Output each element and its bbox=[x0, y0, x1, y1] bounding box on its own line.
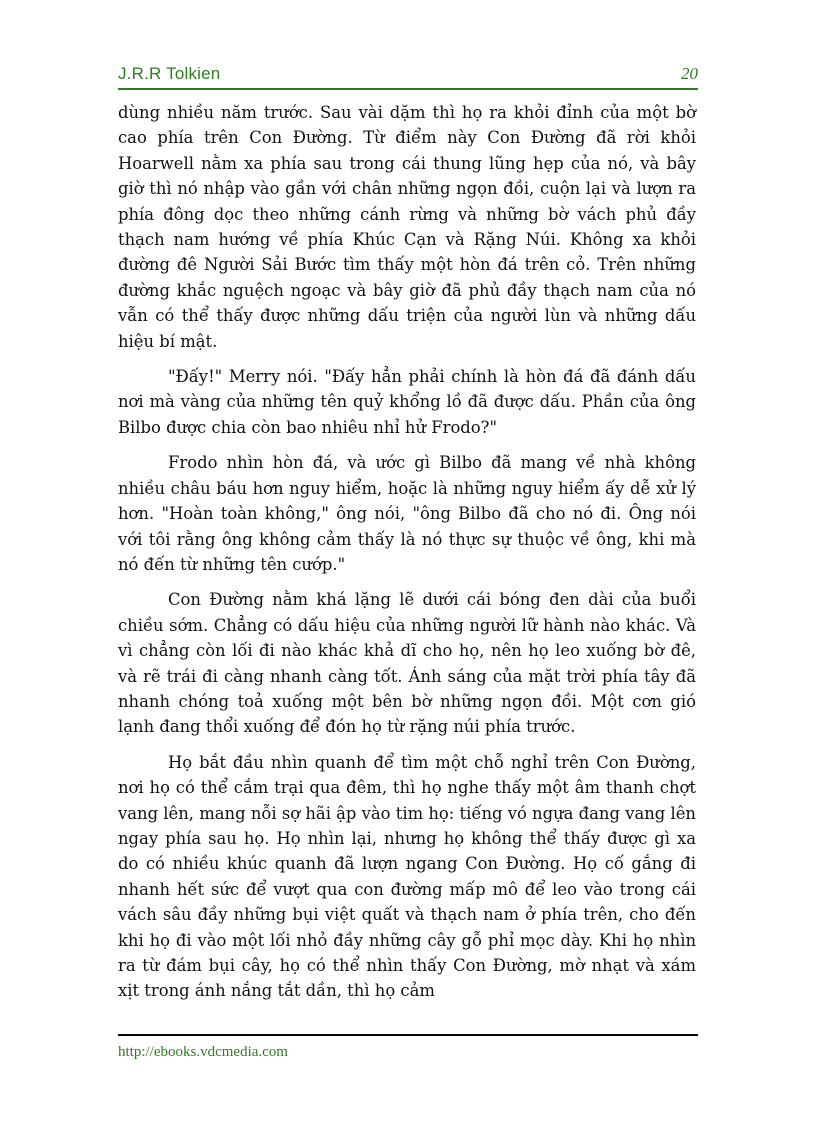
paragraph-5: Họ bắt đầu nhìn quanh để tìm một chỗ nghỉ trên Con Đường, nơi họ có thể cắm trại qua đêm, thì họ nghe thấy một âm thanh chợt vang lên, mang nỗi sợ hãi ập vào tim họ: tiếng vó ngựa đang vang lên ngay phía sau họ. Họ nhìn lại, nhưng họ không thể thấy được gì xa do có nhiều khúc quanh đã lượn ngang Con Đường. Họ cố gắng đi nhanh hết sức để vượt qua con đường mấp mô để leo vào trong cái vách sâu đầy những bụi việt quất và thạch nam ở phía trên, cho đến khi họ đi vào một lối nhỏ đầy những cây gỗ phỉ mọc dày. Khi họ nhìn ra từ đám bụi cây, họ có thể nhìn thấy Con Đường, mờ nhạt và xám xịt trong ánh nắng tắt dần, thì họ cảm bbox=[118, 752, 696, 1001]
footer-divider bbox=[118, 1034, 698, 1036]
page-number: 20 bbox=[681, 64, 698, 83]
paragraph-4: Con Đường nằm khá lặng lẽ dưới cái bóng đen dài của buổi chiều sớm. Chẳng có dấu hiệu của những người lữ hành nào khác. Và vì chẳng còn lối đi nào khác khả dĩ cho họ, nên họ leo xuống bờ đê, và rẽ trái đi càng nhanh càng tốt. Ánh sáng của mặt trời phía tây đã nhanh chóng toả xuống một bên bờ những ngọn đồi. Một cơn gió lạnh đang thổi xuống để đón họ từ rặng núi phía trước. bbox=[118, 590, 696, 737]
header-divider bbox=[118, 88, 698, 90]
paragraph-1: dùng nhiều năm trước. Sau vài dặm thì họ ra khỏi đỉnh của một bờ cao phía trên Con Đường. Từ điểm này Con Đường đã rời khỏi Hoarwell nằm xa phía sau trong cái thung lũng hẹp của nó, và bây giờ thì nó nhập vào gần với chân những ngọn đồi, cuộn lại và lượn ra phía đông dọc theo những cánh rừng và những bờ vách phủ đầy thạch nam hướng về phía Khúc Cạn và Rặng Núi. Không xa khỏi đường đê Người Sải Bước tìm thấy một hòn đá trên cỏ. Trên những đường khắc nguệch ngoạc và bây giờ đã phủ đầy thạch nam của nó vẫn có thể thấy được những dấu triện của người lùn và những dấu hiệu bí mật. bbox=[118, 103, 696, 351]
paragraph-3: Frodo nhìn hòn đá, và ước gì Bilbo đã mang về nhà không nhiều châu báu hơn nguy hiểm, hoặc là những nguy hiểm ấy dễ xử lý hơn. "Hoàn toàn không," ông nói, "ông Bilbo đã cho nó đi. Ông nói với tôi rằng ông không cảm thấy là nó thực sự thuộc về ông, khi mà nó đến từ những tên cướp." bbox=[118, 453, 696, 574]
footer-url-link[interactable]: http://ebooks.vdcmedia.com bbox=[118, 1044, 288, 1060]
page-body bbox=[118, 100, 696, 1014]
page-header bbox=[118, 60, 698, 90]
header-author: J.R.R Tolkien bbox=[118, 64, 221, 83]
paragraph-2: "Đấy!" Merry nói. "Đấy hẳn phải chính là hòn đá đã đánh dấu nơi mà vàng của những tên quỷ khổng lồ đã được dấu. Phần của ông Bilbo được chia còn bao nhiêu nhỉ hử Frodo?" bbox=[118, 367, 696, 437]
